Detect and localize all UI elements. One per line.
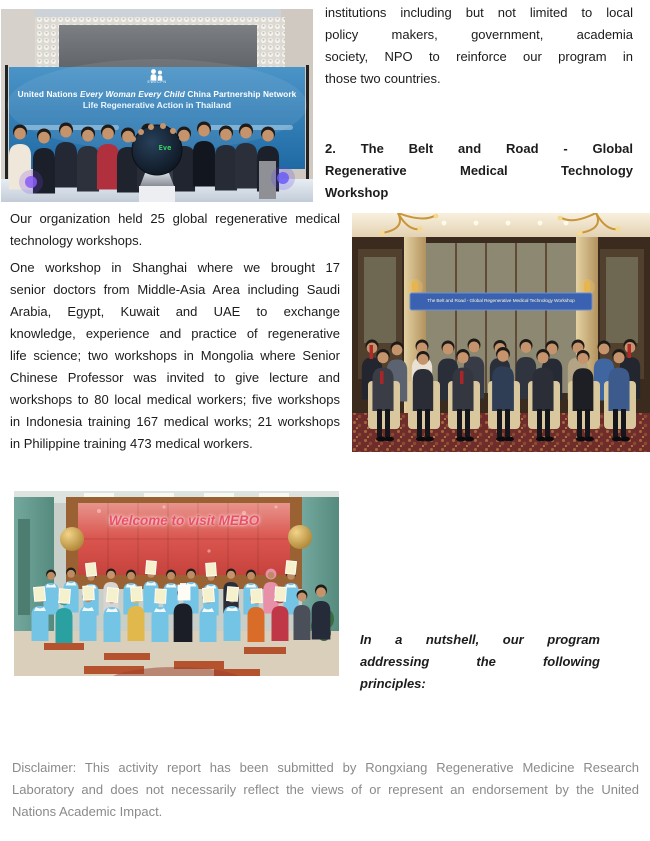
workshop-banner (410, 293, 592, 310)
text-line: Laboratory and does not necessarily reflect the views of or represent an endorsement by the United (12, 782, 639, 797)
truss-pole-left (5, 65, 8, 187)
text-line: 2. The Belt and Road - Global (325, 141, 633, 156)
orb-led-text: Eve (158, 144, 172, 152)
nutshell-statement (360, 629, 600, 695)
text-line: In a nutshell, our program (360, 632, 600, 647)
text-line: Workshop (325, 185, 389, 200)
truss-pole-right (306, 65, 309, 187)
section-heading (325, 138, 633, 204)
mebo-screen-text: Welcome to visit MEBO (108, 513, 260, 528)
text-line: addressing the following (360, 654, 600, 669)
ewec-banner-line2: Life Regenerative Action in Thailand (82, 100, 232, 110)
ewec-scene (1, 9, 313, 202)
text-line: society, NPO to reinforce our program in (325, 49, 633, 64)
text-line: Nations Academic Impact. (12, 804, 163, 819)
text-line: policy makers, government, academia (325, 27, 633, 42)
workshops-paragraph-2 (10, 257, 340, 455)
text-line: life science; two workshops in Mongolia where Senior (10, 348, 340, 363)
text-line: knowledge, experience and practice of regenerative (10, 326, 340, 341)
gold-sphere-right (288, 525, 312, 549)
text-line: senior doctors from Middle-Asia Area including Saudi (10, 282, 340, 297)
text-line: in Philippine training 473 medical workers. (10, 436, 253, 451)
photo-mebo-visit (14, 491, 339, 676)
workshop-banner-text: The Belt and Road - Global Regenerative Medical Technology Workshop (427, 298, 575, 304)
workshop-scene (352, 213, 650, 452)
mebo-scene (14, 491, 339, 676)
pedestal-base (139, 186, 175, 202)
text-line: workshops to 80 local medical workers; five workshops (10, 392, 340, 407)
text-line: institutions including but not limited to local (325, 5, 633, 20)
disclaimer (12, 757, 639, 823)
text-line: One workshop in Shanghai where we brought 17 (10, 260, 340, 275)
text-line: those two countries. (325, 71, 441, 86)
text-line: Arabia, Egypt, Kuwait and UAE to exchange (10, 304, 340, 319)
ewec-logo-text: EWECPN (147, 79, 167, 84)
text-line: Disclaimer: This activity report has been submitted by Rongxiang Regenerative Medicine Research (12, 760, 639, 775)
text-line: Chinese Professor was invited to give lecture and (10, 370, 340, 385)
intro-paragraph (325, 2, 633, 90)
gold-sphere-left (60, 527, 84, 551)
photo-ewec-launch-ceremony (1, 9, 313, 202)
text-line: Regenerative Medical Technology (325, 163, 633, 178)
ewec-banner-line1: United Nations Every Woman Every Child China Partnership Network (17, 89, 297, 99)
text-line: technology workshops. (10, 233, 143, 248)
text-line: Our organization held 25 global regenerative medical (10, 211, 340, 226)
workshops-paragraph-1 (10, 208, 340, 252)
door-left (18, 519, 30, 615)
photo-belt-and-road-workshop (352, 213, 650, 452)
text-line: principles: (360, 676, 426, 691)
text-line: in Indonesia training 167 medical works; 21 workshops (10, 414, 340, 429)
